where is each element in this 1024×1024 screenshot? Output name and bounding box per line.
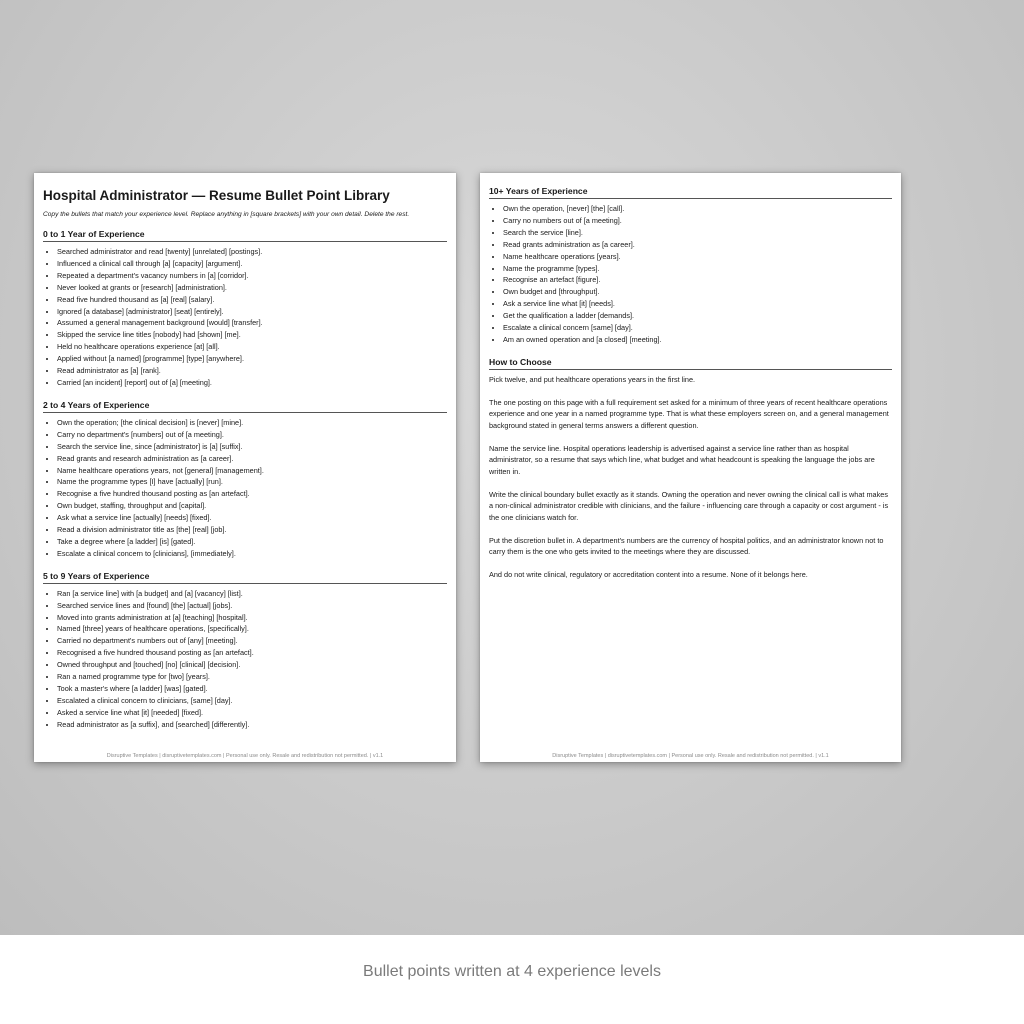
- guide-paragraph: Put the discretion bullet in. A department's numbers are the currency of hospital politics, and an administrator known not to carry them is the one who gets invited to the meetings where they are discussed.: [489, 535, 884, 557]
- bullet-item: • Read grants and research administration as [a career].: [57, 453, 447, 465]
- bullet-item: • Own budget and [throughput].: [503, 286, 892, 298]
- bullet-item: • Read five hundred thousand as [a] [real] [salary].: [57, 294, 447, 306]
- document-page-2: [480, 173, 901, 762]
- section-heading: 10+ Years of Experience: [489, 185, 892, 199]
- bullet-item: • Name healthcare operations [years].: [503, 251, 892, 263]
- bullet-item: • Held no healthcare operations experience [at] [all].: [57, 341, 447, 353]
- guide-paragraph: The one posting on this page with a full requirement set asked for a minimum of three years of recent healthcare operations experience and one year in a named programme type. That is what these employers screen on, and a general management background stated in general terms answers a different question.: [489, 397, 889, 430]
- bullet-item: • Asked a service line what [it] [needed] [fixed].: [57, 707, 447, 719]
- bullet-item: • Escalate a clinical concern to [clinicians], [immediately].: [57, 548, 447, 560]
- bullet-item: • Take a degree where [a ladder] [is] [gated].: [57, 536, 447, 548]
- bullet-item: • Am an owned operation and [a closed] [meeting].: [503, 334, 892, 346]
- guide-paragraph: And do not write clinical, regulatory or accreditation content into a resume. None of it belongs here.: [489, 570, 808, 580]
- bullet-item: • Ran [a service line] with [a budget] and [a] [vacancy] [list].: [57, 588, 447, 600]
- section-heading: 5 to 9 Years of Experience: [43, 570, 447, 584]
- bullet-item: • Carried [an incident] [report] out of [a] [meeting].: [57, 377, 447, 389]
- bullet-item: • Name the programme [types].: [503, 263, 892, 275]
- guide-paragraph: Pick twelve, and put healthcare operations years in the first line.: [489, 374, 696, 384]
- document-title: Hospital Administrator — Resume Bullet Point Library: [43, 188, 390, 203]
- bullet-item: • Search the service [line].: [503, 227, 892, 239]
- page-footer: Disruptive Templates | disruptivetemplates.com | Personal use only. Resale and redistribution not permitted. | v1.1: [106, 753, 384, 759]
- section-0-1-years: [43, 228, 447, 389]
- guide-paragraph: Write the clinical boundary bullet exactly as it stands. Owning the operation and never owning the clinical call is what makes a non-clinical administrator credible with clinicians, and the failure - influencing care through a capacity or cost argument - is the one clinicians watch for.: [489, 489, 889, 522]
- section-5-9-years: [43, 570, 447, 731]
- section-how-to-choose: [489, 356, 892, 581]
- image-caption: Bullet points written at 4 experience levels: [363, 963, 661, 980]
- section-heading: 0 to 1 Year of Experience: [43, 228, 447, 242]
- bullet-item: • Never looked at grants or [research] [administration].: [57, 282, 447, 294]
- bullet-item: • Get the qualification a ladder [demands].: [503, 310, 892, 322]
- bullet-item: • Influenced a clinical call through [a] [capacity] [argument].: [57, 258, 447, 270]
- bullet-item: • Read administrator as [a suffix], and [searched] [differently].: [57, 719, 447, 731]
- bullet-item: • Ran a named programme type for [two] [years].: [57, 671, 447, 683]
- bullet-item: • Own budget, staffing, throughput and [capital].: [57, 500, 447, 512]
- document-page-1: [34, 173, 456, 762]
- bullet-item: • Recognise a five hundred thousand posting as [an artefact].: [57, 488, 447, 500]
- guide-paragraph: Name the service line. Hospital operations leadership is advertised against a service line rather than as hospital administrator, so a resume that says which line, what budget and what headcount is speaking the language the jobs are written in.: [489, 443, 875, 476]
- bullet-list: [43, 588, 447, 731]
- bullet-item: • Carry no department's [numbers] out of [a meeting].: [57, 429, 447, 441]
- bullet-item: • Name the programme types [I] have [actually] [run].: [57, 476, 447, 488]
- bullet-item: • Ask what a service line [actually] [needs] [fixed].: [57, 512, 447, 524]
- bullet-item: • Repeated a department's vacancy numbers in [a] [corridor].: [57, 270, 447, 282]
- bullet-item: • Owned throughput and [touched] [no] [clinical] [decision].: [57, 659, 447, 671]
- bullet-list: [489, 203, 892, 346]
- section-2-4-years: [43, 399, 447, 560]
- bullet-item: • Read administrator as [a] [rank].: [57, 365, 447, 377]
- bullet-item: • Applied without [a named] [programme] [type] [anywhere].: [57, 353, 447, 365]
- bullet-item: • Carried no department's numbers out of [any] [meeting].: [57, 635, 447, 647]
- section-heading: How to Choose: [489, 356, 892, 370]
- bullet-list: [43, 417, 447, 560]
- bullet-item: • Own the operation, [never] [the] [call].: [503, 203, 892, 215]
- bullet-item: • Recognised a five hundred thousand posting as [an artefact].: [57, 647, 447, 659]
- bullet-item: • Ignored [a database] [administrator] [seat] [entirely].: [57, 306, 447, 318]
- bullet-item: • Ask a service line what [it] [needs].: [503, 298, 892, 310]
- section-10-plus-years: [489, 185, 892, 346]
- section-heading: 2 to 4 Years of Experience: [43, 399, 447, 413]
- bullet-item: • Searched service lines and [found] [the] [actual] [jobs].: [57, 600, 447, 612]
- bullet-item: • Carry no numbers out of [a meeting].: [503, 215, 892, 227]
- bullet-item: • Recognise an artefact [figure].: [503, 274, 892, 286]
- page-footer: Disruptive Templates | disruptivetemplates.com | Personal use only. Resale and redistribution not permitted. | v1.1: [552, 753, 829, 759]
- bullet-item: • Moved into grants administration at [a] [teaching] [hospital].: [57, 612, 447, 624]
- bullet-item: • Searched administrator and read [twenty] [unrelated] [postings].: [57, 246, 447, 258]
- bullet-item: • Search the service line, since [administrator] is [a] [suffix].: [57, 441, 447, 453]
- bullet-item: • Skipped the service line titles [nobody] had [shown] [me].: [57, 329, 447, 341]
- bullet-item: • Read a division administrator title as [the] [real] [job].: [57, 524, 447, 536]
- bullet-item: • Escalate a clinical concern [same] [day].: [503, 322, 892, 334]
- document-intro: Copy the bullets that match your experience level. Replace anything in [square brackets] with your own detail. Delete the rest.: [43, 211, 410, 218]
- bullet-item: • Own the operation; [the clinical decision] is [never] [mine].: [57, 417, 447, 429]
- bullet-item: • Read grants administration as [a career].: [503, 239, 892, 251]
- bullet-item: • Took a master's where [a ladder] [was] [gated].: [57, 683, 447, 695]
- bullet-list: [43, 246, 447, 389]
- bullet-item: • Escalated a clinical concern to clinicians, [same] [day].: [57, 695, 447, 707]
- bullet-item: • Name healthcare operations years, not [general] [management].: [57, 465, 447, 477]
- bullet-item: • Named [three] years of healthcare operations, [specifically].: [57, 623, 447, 635]
- bullet-item: • Assumed a general management background [would] [transfer].: [57, 317, 447, 329]
